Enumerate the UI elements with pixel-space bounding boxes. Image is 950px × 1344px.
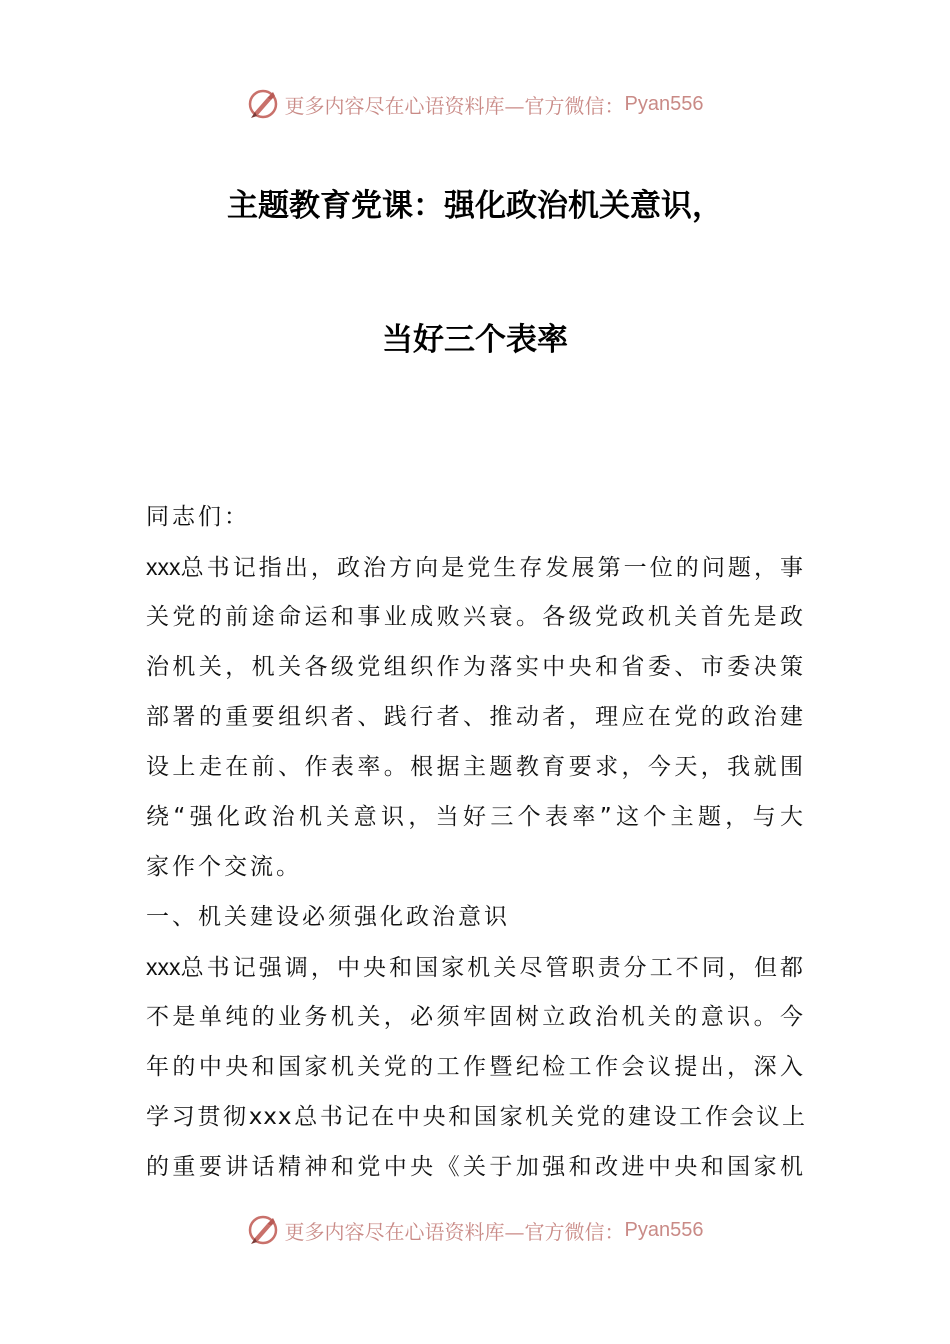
body-line: 不是单纯的业务机关，必须牢固树立政治机关的意识。今 bbox=[146, 1004, 806, 1030]
watermark-text: 更多内容尽在心语资料库—官方微信： bbox=[284, 1219, 625, 1244]
document-body bbox=[146, 492, 806, 1192]
body-line: 治机关，机关各级党组织作为落实中央和省委、市委决策 bbox=[146, 654, 806, 680]
pen-logo-icon bbox=[247, 88, 279, 120]
watermark-banner-top bbox=[0, 84, 950, 124]
body-line: 年的中央和国家机关党的工作暨纪检工作会议提出，深入 bbox=[146, 1054, 806, 1080]
page-title-line-2: 当好三个表率 bbox=[382, 322, 568, 358]
body-line: xxx总书记指出，政治方向是党生存发展第一位的问题，事 bbox=[146, 554, 806, 581]
body-line: 部署的重要组织者、践行者、推动者，理应在党的政治建 bbox=[146, 704, 806, 730]
body-line: 的重要讲话精神和党中央《关于加强和改进中央和国家机 bbox=[146, 1154, 806, 1180]
watermark-banner-bottom bbox=[0, 1210, 950, 1250]
watermark-brand: Pyan556 bbox=[624, 1218, 704, 1241]
body-line: 设上走在前、作表率。根据主题教育要求，今天，我就围 bbox=[146, 754, 806, 780]
pen-logo-icon bbox=[247, 1214, 279, 1246]
section-heading: 一、机关建设必须强化政治意识 bbox=[146, 904, 510, 930]
watermark-text: 更多内容尽在心语资料库—官方微信： bbox=[284, 93, 625, 118]
watermark-brand: Pyan556 bbox=[624, 92, 704, 115]
greeting: 同志们： bbox=[146, 504, 250, 530]
body-line: 学习贯彻xxx总书记在中央和国家机关党的建设工作会议上 bbox=[146, 1104, 806, 1130]
page-title-line-1: 主题教育党课：强化政治机关意识， bbox=[227, 188, 723, 224]
body-line: 关党的前途命运和事业成败兴衰。各级党政机关首先是政 bbox=[146, 604, 806, 630]
body-line: xxx总书记强调，中央和国家机关尽管职责分工不同，但都 bbox=[146, 954, 806, 981]
body-line: 家作个交流。 bbox=[146, 854, 302, 880]
body-line: 绕“强化政治机关意识，当好三个表率”这个主题，与大 bbox=[146, 804, 806, 830]
